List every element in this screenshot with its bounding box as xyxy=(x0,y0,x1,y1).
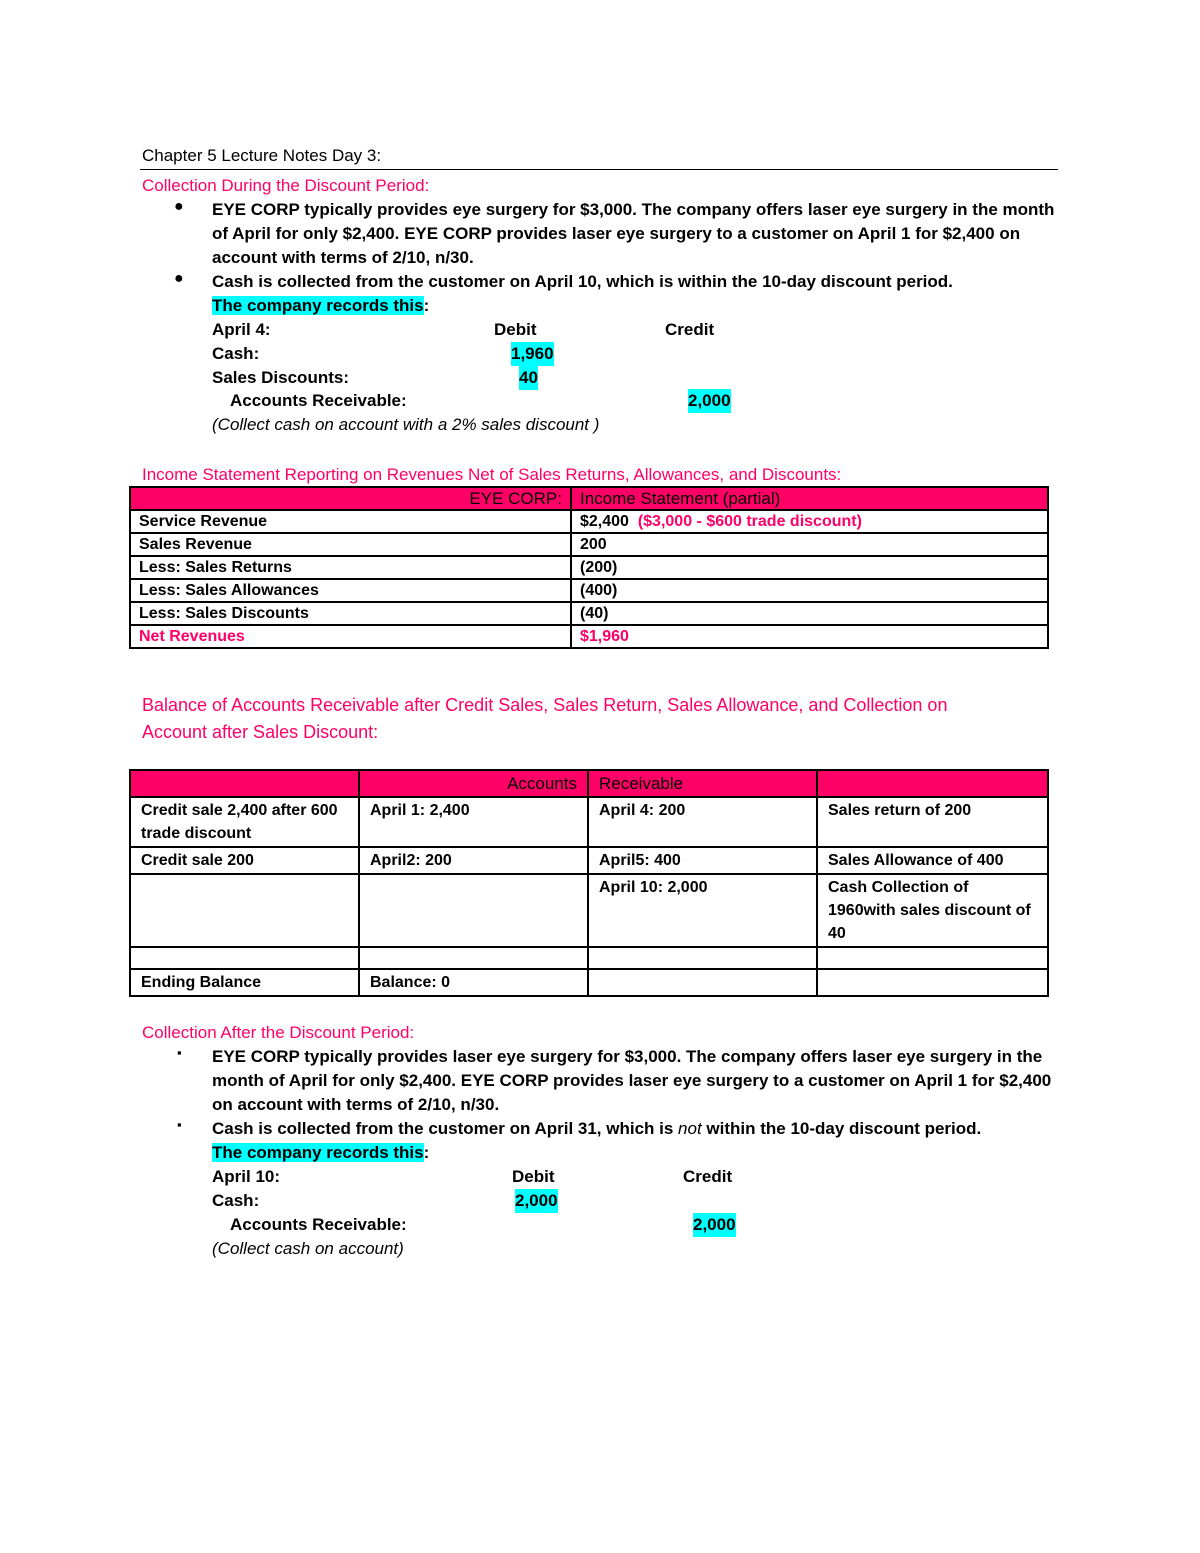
cash-label: Cash: xyxy=(212,344,260,363)
header-cell xyxy=(817,770,1048,797)
emphasis-not: not xyxy=(678,1119,702,1138)
ar-credit: 2,000 xyxy=(688,389,731,413)
cash-label: Cash: xyxy=(212,1191,260,1210)
cell: Credit sale 200 xyxy=(130,847,359,874)
table-row xyxy=(130,510,1048,533)
row-value: $1,960 xyxy=(571,625,1048,648)
table-row xyxy=(130,579,1048,602)
header-receivable: Receivable xyxy=(588,770,817,797)
row-value: (400) xyxy=(571,579,1048,602)
income-statement-table xyxy=(129,486,1049,649)
text: within the 10-day discount period. xyxy=(701,1119,982,1138)
cell: April5: 400 xyxy=(588,847,817,874)
cell: April 10: 2,000 xyxy=(588,874,817,947)
table-row xyxy=(130,625,1048,648)
cell xyxy=(359,947,588,969)
value: $2,400 xyxy=(580,513,629,530)
row-value xyxy=(571,510,1048,533)
bullet-dot: ● xyxy=(174,270,184,287)
credit-header: Credit xyxy=(683,1167,733,1186)
header-cell xyxy=(130,770,359,797)
row-label: Less: Sales Returns xyxy=(130,556,571,579)
cell: Cash Collection of 1960with sales discount of 40 xyxy=(817,874,1048,947)
table-row xyxy=(130,969,1048,996)
title-underline xyxy=(140,169,1058,170)
row-label: Less: Sales Allowances xyxy=(130,579,571,602)
table-row xyxy=(130,533,1048,556)
cash-debit: 1,960 xyxy=(511,342,554,366)
balance-heading-line2: Account after Sales Discount: xyxy=(142,722,379,742)
records-highlight: The company records this xyxy=(212,296,424,315)
section1-heading: Collection During the Discount Period: xyxy=(142,176,430,195)
cell xyxy=(817,969,1048,996)
section2-bullet2 xyxy=(212,1117,981,1141)
row-value: 200 xyxy=(571,533,1048,556)
colon: : xyxy=(423,1143,430,1162)
ar-label: Accounts Receivable: xyxy=(230,391,407,410)
cell xyxy=(130,947,359,969)
colon: : xyxy=(423,296,430,315)
cell: Sales return of 200 xyxy=(817,797,1048,847)
cell: Credit sale 2,400 after 600 trade discount xyxy=(130,797,359,847)
section1-bullet1: EYE CORP typically provides eye surgery for $3,000. The company offers laser eye surgery in the month of April for only $2,400. EYE CORP provides laser eye surgery to a customer on April 1 for $2,400 on account with terms of 2/10, n/30. xyxy=(212,200,1055,267)
table-row xyxy=(130,556,1048,579)
sales-discounts-label: Sales Discounts: xyxy=(212,368,349,387)
table-row xyxy=(130,847,1048,874)
trade-discount-note: ($3,000 - $600 trade discount) xyxy=(637,513,862,530)
page-title: Chapter 5 Lecture Notes Day 3: xyxy=(142,146,382,165)
cash-debit: 2,000 xyxy=(515,1189,558,1213)
table-row xyxy=(130,874,1048,947)
cell: Ending Balance xyxy=(130,969,359,996)
cell: April 1: 2,400 xyxy=(359,797,588,847)
statement-title: Income Statement (partial) xyxy=(571,487,1048,510)
bullet-dot: ● xyxy=(174,198,184,215)
row-value: (40) xyxy=(571,602,1048,625)
t-account-table xyxy=(129,769,1049,997)
cell: Balance: 0 xyxy=(359,969,588,996)
table-row xyxy=(130,602,1048,625)
cell xyxy=(359,874,588,947)
cell: April 4: 200 xyxy=(588,797,817,847)
journal-date: April 10: xyxy=(212,1167,281,1186)
cell: Sales Allowance of 400 xyxy=(817,847,1048,874)
records-highlight: The company records this xyxy=(212,1143,424,1162)
cell xyxy=(588,947,817,969)
cell xyxy=(817,947,1048,969)
table-row xyxy=(130,797,1048,847)
table-row xyxy=(130,947,1048,969)
journal-note: (Collect cash on account) xyxy=(212,1239,404,1258)
company-name: EYE CORP: xyxy=(130,487,571,510)
records-line xyxy=(212,1141,429,1165)
credit-header: Credit xyxy=(665,320,715,339)
cell xyxy=(130,874,359,947)
table-header-row xyxy=(130,487,1048,510)
journal-date: April 4: xyxy=(212,320,271,339)
income-heading: Income Statement Reporting on Revenues Net of Sales Returns, Allowances, and Discounts: xyxy=(142,465,842,484)
ar-label: Accounts Receivable: xyxy=(230,1215,407,1234)
text: Cash is collected from the customer on April 31, which is xyxy=(212,1119,679,1138)
row-label: Service Revenue xyxy=(130,510,571,533)
header-accounts: Accounts xyxy=(359,770,588,797)
bullet-square: ▪ xyxy=(177,1045,182,1060)
debit-header: Debit xyxy=(494,320,537,339)
section1-bullet2: Cash is collected from the customer on April 10, which is within the 10-day discount period. xyxy=(212,272,953,291)
row-value: (200) xyxy=(571,556,1048,579)
cell xyxy=(588,969,817,996)
journal-note: (Collect cash on account with a 2% sales discount ) xyxy=(212,415,600,434)
row-label: Net Revenues xyxy=(130,625,571,648)
balance-heading-line1: Balance of Accounts Receivable after Credit Sales, Sales Return, Sales Allowance, and Collection on xyxy=(142,695,948,715)
section2-heading: Collection After the Discount Period: xyxy=(142,1023,415,1042)
sales-discounts-debit: 40 xyxy=(519,366,538,390)
table-header-row xyxy=(130,770,1048,797)
section2-bullet1: EYE CORP typically provides laser eye surgery for $3,000. The company offers laser eye surgery in the month of April for only $2,400. EYE CORP provides laser eye surgery to a customer on April 1 for $2,400 on account with terms of 2/10, n/30. xyxy=(212,1047,1052,1114)
row-label: Sales Revenue xyxy=(130,533,571,556)
ar-credit: 2,000 xyxy=(693,1213,736,1237)
bullet-square: ▪ xyxy=(177,1117,182,1132)
row-label: Less: Sales Discounts xyxy=(130,602,571,625)
records-line xyxy=(212,294,429,318)
debit-header: Debit xyxy=(512,1167,555,1186)
cell: April2: 200 xyxy=(359,847,588,874)
